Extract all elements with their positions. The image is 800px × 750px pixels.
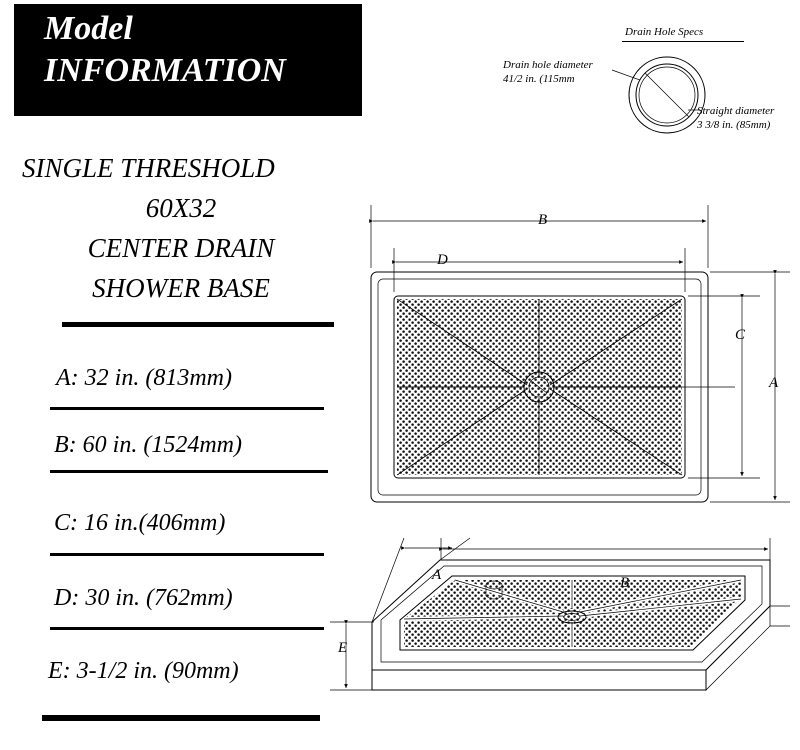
spec-item-c: C: 16 in.(406mm) (54, 510, 226, 536)
top-view-dim-b: B (538, 212, 548, 228)
header-title-line2: INFORMATION (44, 52, 286, 89)
straight-diameter-label-line2: 3 3/8 in. (85mm) (697, 119, 771, 131)
spec-item-b: B: 60 in. (1524mm) (54, 432, 242, 458)
iso-view-dim-a: A (432, 567, 442, 583)
drain-hole-specs-title: Drain Hole Specs (625, 26, 704, 38)
top-view-dim-d: D (437, 252, 448, 268)
drain-hole-diameter-label-line2: 41/2 in. (115mm (503, 73, 575, 85)
top-view-dim-c: C (735, 327, 746, 343)
drain-hole-diameter-label-line1: Drain hole diameter (503, 59, 593, 71)
isometric-view-shower-base (372, 560, 770, 690)
product-title-line2: 60X32 (145, 193, 217, 223)
spec-item-a: A: 32 in. (813mm) (56, 365, 232, 391)
iso-view-dim-e: E (338, 640, 348, 656)
drain-hole-detail (612, 57, 705, 133)
header-title-line1: Model (44, 10, 133, 47)
top-view-dim-a: A (769, 375, 779, 391)
product-title-line4: SHOWER BASE (92, 273, 270, 303)
straight-diameter-label-line1: Straight diameter (697, 105, 775, 117)
spec-item-e: E: 3-1/2 in. (90mm) (48, 658, 239, 684)
product-title-line3: CENTER DRAIN (87, 233, 275, 263)
product-title-line1: SINGLE THRESHOLD (22, 153, 275, 183)
spec-item-d: D: 30 in. (762mm) (54, 585, 233, 611)
